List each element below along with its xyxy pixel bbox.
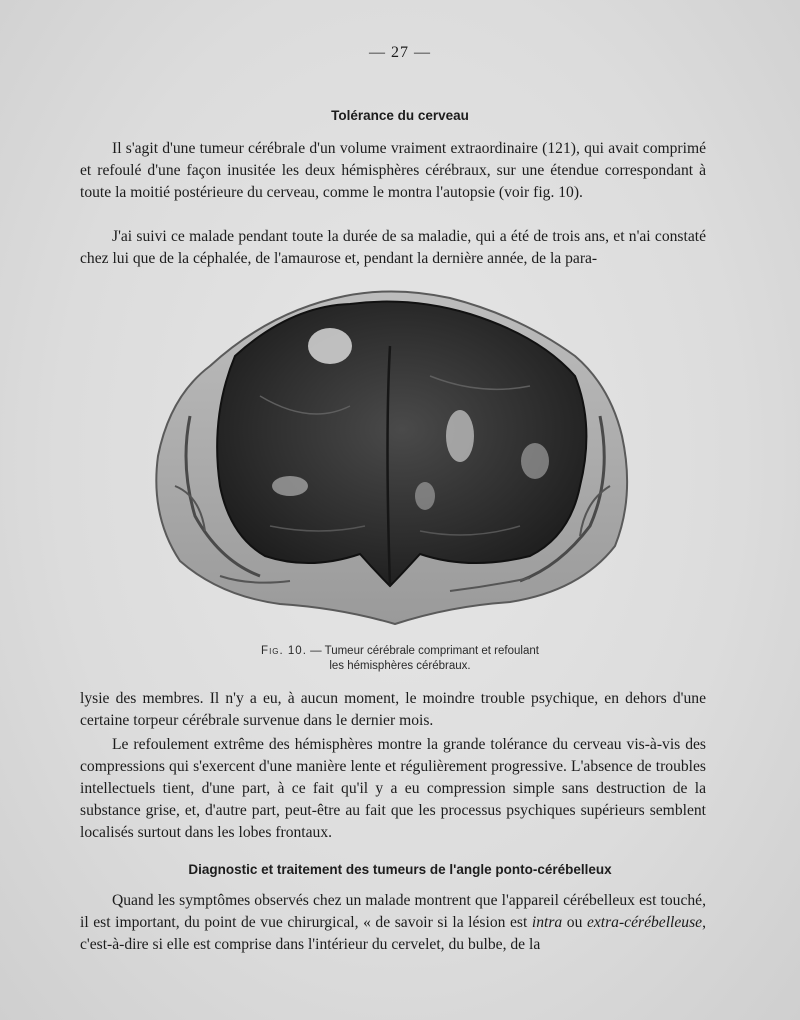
p5-end: , c'est-à-dire si elle est comprise dans l'intérieur du cervelet, du bulbe, de la <box>80 914 706 953</box>
caption-line-1 <box>210 644 590 659</box>
p5-mid: ou <box>562 914 587 931</box>
p5-italic-intra: intra <box>531 914 563 931</box>
paragraph-4: Le refoulement extrême des hémisphères montre la grande tolérance du cerveau vis-à-vis des compressions qui s'exercent d'une manière lente et régulièrement progressive. L'absence de troubles intellectuels tient, d'une part, à ce fait qu'il y a eu compression simple sans destruction de la substance grise, et, d'autre part, peut-être au fait que les processus psychiques supérieurs semblent localisés surtout dans les lobes frontaux. <box>80 736 706 841</box>
figure-brain-section <box>150 286 635 631</box>
figure-caption <box>210 644 590 674</box>
brain-section-illustration <box>150 286 635 631</box>
paragraph-2: J'ai suivi ce malade pendant toute la durée de sa maladie, qui a été de trois ans, et n'ai constaté chez lui que de la céphalée, de l'amaurose et, pendant la dernière année, de la para- <box>80 228 706 267</box>
paragraph-3: lysie des membres. Il n'y a eu, à aucun moment, le moindre trouble psychique, en dehors d'une certaine torpeur cérébrale survenue dans le dernier mois. <box>80 690 706 729</box>
caption-line-2: les hémisphères cérébraux. <box>329 660 471 672</box>
figure-label: Fig. 10. <box>261 645 307 657</box>
paragraph-1: Il s'agit d'une tumeur cérébrale d'un volume vraiment extraordinaire (121), qui avait comprimé et refoulé d'une façon inusitée les deux hémisphères cérébraux, sur une étendue correspondant à toute la moitié postérieure du cerveau, comme le montra l'autopsie (voir fig. 10). <box>80 140 706 201</box>
section-title-tolerance: Tolérance du cerveau <box>331 108 469 123</box>
p5-italic-extra: extra-cérébelleuse <box>586 914 703 931</box>
section-title-diagnostic: Diagnostic et traitement des tumeurs de l'angle ponto-cérébelleux <box>188 862 612 877</box>
paragraph-5 <box>80 890 706 956</box>
p5-start: Quand les symptômes observés chez un malade montrent que l'appareil cérébelleux est touché, il est important, du point de vue chirurgical, « de savoir si la lésion est <box>80 892 706 931</box>
page-number: — 27 — <box>369 44 431 61</box>
caption-text-1: — Tumeur cérébrale comprimant et refoulant <box>310 645 539 657</box>
